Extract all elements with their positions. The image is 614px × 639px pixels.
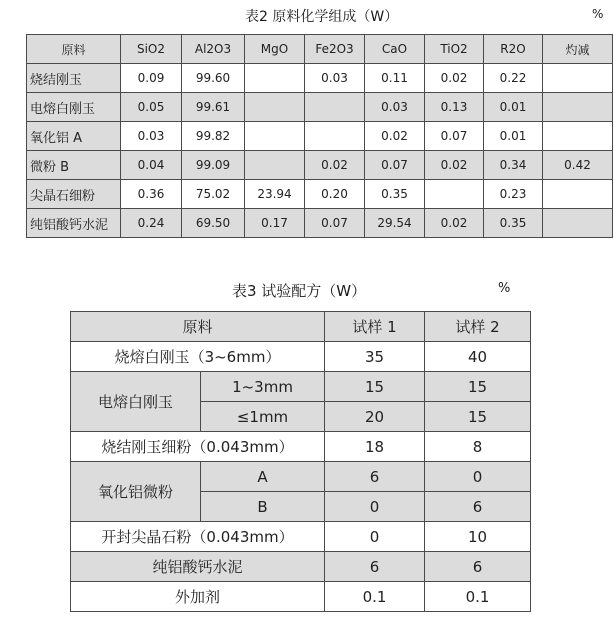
row-sublabel: 1~3mm: [201, 372, 325, 402]
table-row: [27, 151, 613, 180]
table-header-row: [71, 312, 531, 342]
table-cell: 0.02: [305, 151, 365, 180]
header-cell: 试样 2: [425, 312, 531, 342]
table-cell: 0.02: [365, 122, 425, 151]
table-row: [27, 122, 613, 151]
table-cell: 0.42: [543, 151, 613, 180]
row-group-label: 电熔白刚玉: [71, 372, 201, 432]
table-cell: [543, 122, 613, 151]
table-cell: 0: [325, 522, 425, 552]
table-cell: 15: [425, 372, 531, 402]
table-cell: 0.1: [425, 582, 531, 612]
row-sublabel: ≤1mm: [201, 402, 325, 432]
row-label: 电熔白刚玉: [27, 93, 121, 122]
table-row: [71, 552, 531, 582]
row-label: 氧化铝 A: [27, 122, 121, 151]
table-cell: 99.82: [182, 122, 245, 151]
table-cell: 0.03: [305, 64, 365, 93]
table-cell: 0.20: [305, 180, 365, 209]
table-cell: 0.23: [484, 180, 543, 209]
table-cell: 0.07: [365, 151, 425, 180]
header-cell: 试样 1: [325, 312, 425, 342]
table-cell: 0.07: [425, 122, 484, 151]
table3-unit: %: [498, 281, 511, 296]
row-sublabel: A: [201, 462, 325, 492]
table3-caption: 表3 试验配方（W）: [232, 282, 367, 300]
table-cell: 0.17: [245, 209, 305, 238]
header-cell: Fe2O3: [305, 35, 365, 64]
table-cell: 0.1: [325, 582, 425, 612]
table-cell: 10: [425, 522, 531, 552]
table-cell: 8: [425, 432, 531, 462]
table-cell: 0.35: [365, 180, 425, 209]
table-cell: [305, 122, 365, 151]
row-label: 纯铝酸钙水泥: [27, 209, 121, 238]
table-cell: [543, 180, 613, 209]
table-cell: 40: [425, 342, 531, 372]
row-label: 外加剂: [71, 582, 325, 612]
table-cell: 99.61: [182, 93, 245, 122]
table-cell: 35: [325, 342, 425, 372]
chemical-composition-table: [26, 34, 613, 238]
table2-unit: %: [592, 7, 604, 21]
row-label: 烧熔白刚玉（3~6mm）: [71, 342, 325, 372]
table-cell: 0.24: [121, 209, 182, 238]
table-header-row: [27, 35, 613, 64]
table-cell: 0.01: [484, 93, 543, 122]
row-label: 纯铝酸钙水泥: [71, 552, 325, 582]
table-cell: [543, 93, 613, 122]
table-row: [27, 180, 613, 209]
table-cell: [425, 180, 484, 209]
table-row: [71, 372, 531, 402]
header-cell: SiO2: [121, 35, 182, 64]
table-cell: 0.36: [121, 180, 182, 209]
table-cell: 69.50: [182, 209, 245, 238]
header-cell: 灼减: [543, 35, 613, 64]
table-cell: 18: [325, 432, 425, 462]
header-cell: R2O: [484, 35, 543, 64]
table-cell: [245, 64, 305, 93]
table-row: [71, 342, 531, 372]
table-cell: 6: [425, 492, 531, 522]
table-cell: 0.35: [484, 209, 543, 238]
table-cell: 23.94: [245, 180, 305, 209]
table-cell: 0.03: [121, 122, 182, 151]
table-cell: 20: [325, 402, 425, 432]
row-label: 微粉 B: [27, 151, 121, 180]
test-formula-table: [70, 311, 531, 612]
table-cell: 0.02: [425, 209, 484, 238]
table-row: [71, 582, 531, 612]
table-cell: 0.07: [305, 209, 365, 238]
table-cell: 99.09: [182, 151, 245, 180]
table-cell: [245, 93, 305, 122]
table-row: [27, 93, 613, 122]
header-cell: Al2O3: [182, 35, 245, 64]
table-cell: 0.05: [121, 93, 182, 122]
row-group-label: 氧化铝微粉: [71, 462, 201, 522]
table-cell: 99.60: [182, 64, 245, 93]
table-row: [71, 522, 531, 552]
table-cell: [245, 151, 305, 180]
table-cell: 0.03: [365, 93, 425, 122]
row-label: 开封尖晶石粉（0.043mm）: [71, 522, 325, 552]
table-cell: 29.54: [365, 209, 425, 238]
row-label: 烧结刚玉细粉（0.043mm）: [71, 432, 325, 462]
header-cell: CaO: [365, 35, 425, 64]
header-cell: MgO: [245, 35, 305, 64]
table-cell: 75.02: [182, 180, 245, 209]
table-cell: 0.02: [425, 151, 484, 180]
table-cell: 0.11: [365, 64, 425, 93]
table-cell: 6: [325, 552, 425, 582]
table-cell: 15: [325, 372, 425, 402]
header-cell: TiO2: [425, 35, 484, 64]
table-cell: 0.04: [121, 151, 182, 180]
table-row: [27, 209, 613, 238]
table-cell: 0.13: [425, 93, 484, 122]
table-row: [27, 64, 613, 93]
table-cell: [305, 93, 365, 122]
table-cell: 0.34: [484, 151, 543, 180]
row-sublabel: B: [201, 492, 325, 522]
table-row: [71, 432, 531, 462]
table-cell: 0.22: [484, 64, 543, 93]
table-cell: [543, 209, 613, 238]
table-cell: 0: [325, 492, 425, 522]
table-cell: 0: [425, 462, 531, 492]
table-cell: 6: [325, 462, 425, 492]
header-cell: 原料: [71, 312, 325, 342]
table-row: [71, 462, 531, 492]
row-label: 尖晶石细粉: [27, 180, 121, 209]
table-cell: [245, 122, 305, 151]
row-label: 烧结刚玉: [27, 64, 121, 93]
table-cell: 0.02: [425, 64, 484, 93]
table2-caption: 表2 原料化学组成（W）: [245, 9, 399, 25]
table-cell: 15: [425, 402, 531, 432]
header-cell: 原料: [27, 35, 121, 64]
table-cell: 0.01: [484, 122, 543, 151]
table-cell: [543, 64, 613, 93]
table-cell: 6: [425, 552, 531, 582]
table-cell: 0.09: [121, 64, 182, 93]
